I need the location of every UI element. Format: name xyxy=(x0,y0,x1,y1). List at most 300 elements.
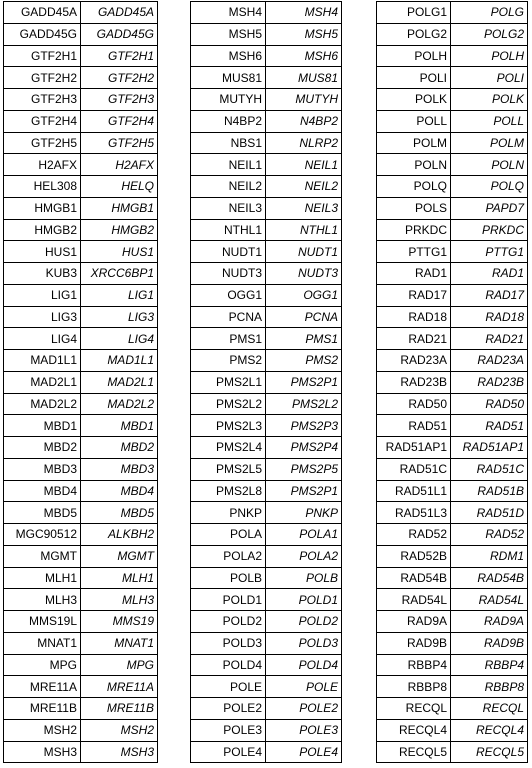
table-row xyxy=(191,197,342,219)
table-row xyxy=(377,110,528,132)
gene-symbol-cell: MSH6 xyxy=(266,45,342,67)
gene-name-cell: MUTYH xyxy=(191,89,266,111)
table-row xyxy=(377,524,528,546)
gene-name-cell: OGG1 xyxy=(191,284,266,306)
table-row xyxy=(377,197,528,219)
table-row xyxy=(191,306,342,328)
table-row xyxy=(377,611,528,633)
gene-name-cell: PMS2L4 xyxy=(191,437,266,459)
table-row xyxy=(377,2,528,24)
gene-name-cell: GTF2H4 xyxy=(4,110,81,132)
gene-symbol-cell: MAD2L1 xyxy=(81,371,158,393)
gene-symbol-cell: RBBP4 xyxy=(451,654,528,676)
gene-name-cell: RAD54L xyxy=(377,589,451,611)
gene-symbol-cell: POLK xyxy=(451,89,528,111)
table-row xyxy=(191,524,342,546)
table-row xyxy=(377,458,528,480)
table-row xyxy=(4,154,158,176)
gene-symbol-cell: POLG xyxy=(451,2,528,24)
gene-symbol-cell: MMS19 xyxy=(81,611,158,633)
table-row xyxy=(191,393,342,415)
table-row xyxy=(191,719,342,741)
gene-symbol-cell: MSH2 xyxy=(81,719,158,741)
gene-name-cell: PMS2L5 xyxy=(191,458,266,480)
gene-symbol-cell: LIG3 xyxy=(81,306,158,328)
table-row xyxy=(377,132,528,154)
gene-symbol-cell: GTF2H5 xyxy=(81,132,158,154)
gene-symbol-cell: GTF2H1 xyxy=(81,45,158,67)
gene-name-cell: RAD18 xyxy=(377,306,451,328)
table-row xyxy=(191,45,342,67)
gene-name-cell: MGC90512 xyxy=(4,524,81,546)
gene-name-cell: MLH1 xyxy=(4,567,81,589)
table-row xyxy=(377,263,528,285)
gene-symbol-cell: RAD51B xyxy=(451,480,528,502)
gene-name-cell: PNKP xyxy=(191,502,266,524)
table-row xyxy=(4,23,158,45)
gene-name-cell: PMS2L8 xyxy=(191,480,266,502)
gene-symbol-cell: RAD1 xyxy=(451,263,528,285)
table-row xyxy=(191,741,342,763)
gene-name-cell: RAD9B xyxy=(377,632,451,654)
table-row xyxy=(191,241,342,263)
gene-symbol-cell: POLE xyxy=(266,676,342,698)
table-row xyxy=(4,263,158,285)
table-row xyxy=(191,176,342,198)
gene-name-cell: MSH2 xyxy=(4,719,81,741)
table-row xyxy=(4,132,158,154)
gene-symbol-cell: POLA1 xyxy=(266,524,342,546)
gene-symbol-cell: POLE3 xyxy=(266,719,342,741)
gene-name-cell: MSH3 xyxy=(4,741,81,763)
gene-name-cell: GTF2H3 xyxy=(4,89,81,111)
gene-table-3 xyxy=(376,1,528,763)
gene-symbol-cell: POLD2 xyxy=(266,611,342,633)
gene-name-cell: PMS2L2 xyxy=(191,393,266,415)
table-row xyxy=(377,284,528,306)
gene-symbol-cell: MBD1 xyxy=(81,415,158,437)
table-row xyxy=(4,393,158,415)
gene-symbol-cell: RAD21 xyxy=(451,328,528,350)
table-row xyxy=(191,284,342,306)
table-row xyxy=(191,654,342,676)
table-row xyxy=(377,328,528,350)
gene-symbol-cell: POLN xyxy=(451,154,528,176)
gene-name-cell: H2AFX xyxy=(4,154,81,176)
gene-symbol-cell: OGG1 xyxy=(266,284,342,306)
table-row xyxy=(4,328,158,350)
gene-table-1 xyxy=(3,1,158,763)
table-row xyxy=(377,480,528,502)
gene-name-cell: GADD45G xyxy=(4,23,81,45)
gene-symbol-cell: MLH3 xyxy=(81,589,158,611)
gene-name-cell: POLD2 xyxy=(191,611,266,633)
gene-name-cell: PMS1 xyxy=(191,328,266,350)
table-row xyxy=(4,67,158,89)
gene-symbol-cell: MAD2L2 xyxy=(81,393,158,415)
gene-symbol-cell: POLH xyxy=(451,45,528,67)
table-row xyxy=(191,23,342,45)
table-row xyxy=(377,502,528,524)
gene-name-cell: NEIL1 xyxy=(191,154,266,176)
gene-name-cell: POLD4 xyxy=(191,654,266,676)
gene-symbol-cell: MNAT1 xyxy=(81,632,158,654)
gene-symbol-cell: NUDT3 xyxy=(266,263,342,285)
gene-symbol-cell: RAD50 xyxy=(451,393,528,415)
gene-symbol-cell: PMS2P3 xyxy=(266,415,342,437)
table-row xyxy=(191,328,342,350)
gene-name-cell: POLI xyxy=(377,67,451,89)
gene-symbol-cell: POLD1 xyxy=(266,589,342,611)
table-row xyxy=(191,110,342,132)
table-row xyxy=(4,632,158,654)
gene-symbol-cell: NUDT1 xyxy=(266,241,342,263)
table-row xyxy=(377,654,528,676)
table-row xyxy=(4,437,158,459)
gene-name-cell: MSH5 xyxy=(191,23,266,45)
table-row xyxy=(377,371,528,393)
table-row xyxy=(4,176,158,198)
gene-symbol-cell: RAD18 xyxy=(451,306,528,328)
gene-name-cell: POLE4 xyxy=(191,741,266,763)
table-row xyxy=(191,67,342,89)
table-row xyxy=(4,415,158,437)
gene-symbol-cell: PAPD7 xyxy=(451,197,528,219)
gene-name-cell: POLQ xyxy=(377,176,451,198)
table-row xyxy=(191,589,342,611)
table-row xyxy=(191,89,342,111)
gene-symbol-cell: RAD54L xyxy=(451,589,528,611)
gene-symbol-cell: RAD9A xyxy=(451,611,528,633)
gene-name-cell: MSH6 xyxy=(191,45,266,67)
gene-name-cell: POLE xyxy=(191,676,266,698)
gene-symbol-cell: POLL xyxy=(451,110,528,132)
gene-symbol-cell: RAD51C xyxy=(451,458,528,480)
gene-symbol-cell: MBD4 xyxy=(81,480,158,502)
table-row xyxy=(377,632,528,654)
gene-symbol-cell: MSH3 xyxy=(81,741,158,763)
table-row xyxy=(4,89,158,111)
table-row xyxy=(377,241,528,263)
gene-name-cell: RAD52 xyxy=(377,524,451,546)
table-row xyxy=(191,437,342,459)
gene-symbol-cell: MUS81 xyxy=(266,67,342,89)
gene-symbol-cell: PMS2P5 xyxy=(266,458,342,480)
table-row xyxy=(4,589,158,611)
gene-name-cell: RAD1 xyxy=(377,263,451,285)
gene-name-cell: MSH4 xyxy=(191,2,266,24)
gene-name-cell: RAD9A xyxy=(377,611,451,633)
gene-symbol-cell: H2AFX xyxy=(81,154,158,176)
gene-symbol-cell: MRE11B xyxy=(81,698,158,720)
table-row xyxy=(191,350,342,372)
table-row xyxy=(377,676,528,698)
table-row xyxy=(377,45,528,67)
gene-name-cell: POLB xyxy=(191,567,266,589)
table-row xyxy=(4,45,158,67)
table-row xyxy=(4,197,158,219)
gene-name-cell: HMGB2 xyxy=(4,219,81,241)
gene-name-cell: POLA2 xyxy=(191,545,266,567)
table-row xyxy=(377,67,528,89)
gene-name-cell: GADD45A xyxy=(4,2,81,24)
gene-name-cell: POLA xyxy=(191,524,266,546)
gene-symbol-cell: MBD5 xyxy=(81,502,158,524)
table-row xyxy=(4,654,158,676)
gene-name-cell: POLL xyxy=(377,110,451,132)
gene-name-cell: MRE11A xyxy=(4,676,81,698)
table-row xyxy=(4,676,158,698)
table-row xyxy=(377,741,528,763)
gene-name-cell: GTF2H5 xyxy=(4,132,81,154)
gene-name-cell: RAD17 xyxy=(377,284,451,306)
gene-symbol-cell: PMS2P1 xyxy=(266,480,342,502)
gene-name-cell: HEL308 xyxy=(4,176,81,198)
gene-symbol-cell: HUS1 xyxy=(81,241,158,263)
gene-name-cell: MRE11B xyxy=(4,698,81,720)
gene-name-cell: RAD52B xyxy=(377,545,451,567)
table-row xyxy=(191,545,342,567)
gene-name-cell: MGMT xyxy=(4,545,81,567)
gene-symbol-cell: RECQL xyxy=(451,698,528,720)
gene-name-cell: POLD1 xyxy=(191,589,266,611)
gene-name-cell: NUDT1 xyxy=(191,241,266,263)
gene-name-cell: RAD51AP1 xyxy=(377,437,451,459)
table-row xyxy=(377,154,528,176)
gene-symbol-cell: MBD2 xyxy=(81,437,158,459)
table-row xyxy=(191,502,342,524)
table-row xyxy=(4,241,158,263)
gene-symbol-cell: LIG4 xyxy=(81,328,158,350)
table-row xyxy=(4,371,158,393)
gene-symbol-cell: POLQ xyxy=(451,176,528,198)
gene-name-cell: PMS2L3 xyxy=(191,415,266,437)
gene-name-cell: PTTG1 xyxy=(377,241,451,263)
table-row xyxy=(4,611,158,633)
gene-table-2 xyxy=(190,1,342,763)
table-row xyxy=(377,437,528,459)
gene-name-cell: NEIL3 xyxy=(191,197,266,219)
gene-name-cell: RAD23A xyxy=(377,350,451,372)
table-row xyxy=(4,502,158,524)
gene-symbol-cell: MRE11A xyxy=(81,676,158,698)
gene-name-cell: PMS2L1 xyxy=(191,371,266,393)
gene-symbol-cell: RAD51 xyxy=(451,415,528,437)
gene-symbol-cell: RAD9B xyxy=(451,632,528,654)
gene-name-cell: LIG3 xyxy=(4,306,81,328)
gene-name-cell: RECQL xyxy=(377,698,451,720)
gene-symbol-cell: NEIL2 xyxy=(266,176,342,198)
gene-symbol-cell: PNKP xyxy=(266,502,342,524)
gene-name-cell: RAD51 xyxy=(377,415,451,437)
table-row xyxy=(4,567,158,589)
gene-name-cell: MAD1L1 xyxy=(4,350,81,372)
gene-name-cell: POLD3 xyxy=(191,632,266,654)
gene-name-cell: MMS19L xyxy=(4,611,81,633)
table-row xyxy=(4,545,158,567)
gene-name-cell: GTF2H1 xyxy=(4,45,81,67)
gene-name-cell: RECQL5 xyxy=(377,741,451,763)
gene-symbol-cell: POLB xyxy=(266,567,342,589)
gene-name-cell: RAD51C xyxy=(377,458,451,480)
gene-symbol-cell: POLA2 xyxy=(266,545,342,567)
gene-symbol-cell: POLE4 xyxy=(266,741,342,763)
gene-symbol-cell: PMS2P1 xyxy=(266,371,342,393)
gene-name-cell: KUB3 xyxy=(4,263,81,285)
gene-symbol-cell: MPG xyxy=(81,654,158,676)
gene-symbol-cell: NLRP2 xyxy=(266,132,342,154)
gene-name-cell: RAD23B xyxy=(377,371,451,393)
table-row xyxy=(377,719,528,741)
table-row xyxy=(191,611,342,633)
gene-symbol-cell: MGMT xyxy=(81,545,158,567)
gene-symbol-cell: N4BP2 xyxy=(266,110,342,132)
table-row xyxy=(377,89,528,111)
gene-symbol-cell: MBD3 xyxy=(81,458,158,480)
gene-symbol-cell: RECQL5 xyxy=(451,741,528,763)
table-row xyxy=(4,524,158,546)
gene-symbol-cell: NEIL1 xyxy=(266,154,342,176)
gene-name-cell: PMS2 xyxy=(191,350,266,372)
gene-symbol-cell: HMGB1 xyxy=(81,197,158,219)
table-row xyxy=(377,23,528,45)
gene-name-cell: GTF2H2 xyxy=(4,67,81,89)
table-row xyxy=(4,284,158,306)
table-row xyxy=(4,480,158,502)
gene-name-cell: RAD50 xyxy=(377,393,451,415)
gene-name-cell: MBD3 xyxy=(4,458,81,480)
table-row xyxy=(4,719,158,741)
gene-name-cell: PRKDC xyxy=(377,219,451,241)
gene-symbol-cell: POLD3 xyxy=(266,632,342,654)
gene-name-cell: MPG xyxy=(4,654,81,676)
gene-symbol-cell: ALKBH2 xyxy=(81,524,158,546)
gene-name-cell: POLM xyxy=(377,132,451,154)
gene-symbol-cell: POLG2 xyxy=(451,23,528,45)
gene-symbol-cell: GTF2H4 xyxy=(81,110,158,132)
gene-symbol-cell: RAD51D xyxy=(451,502,528,524)
table-row xyxy=(191,154,342,176)
gene-symbol-cell: MSH4 xyxy=(266,2,342,24)
gene-symbol-cell: RAD23B xyxy=(451,371,528,393)
table-row xyxy=(377,306,528,328)
table-row xyxy=(4,741,158,763)
gene-name-cell: MLH3 xyxy=(4,589,81,611)
gene-symbol-cell: GTF2H3 xyxy=(81,89,158,111)
gene-name-cell: RECQL4 xyxy=(377,719,451,741)
gene-symbol-cell: POLM xyxy=(451,132,528,154)
gene-name-cell: MNAT1 xyxy=(4,632,81,654)
gene-name-cell: MAD2L2 xyxy=(4,393,81,415)
gene-symbol-cell: PMS1 xyxy=(266,328,342,350)
gene-name-cell: NEIL2 xyxy=(191,176,266,198)
gene-symbol-cell: PMS2P4 xyxy=(266,437,342,459)
table-row xyxy=(4,698,158,720)
table-row xyxy=(191,698,342,720)
table-row xyxy=(377,415,528,437)
table-row xyxy=(4,110,158,132)
table-row xyxy=(4,350,158,372)
gene-symbol-cell: HMGB2 xyxy=(81,219,158,241)
gene-symbol-cell: RAD23A xyxy=(451,350,528,372)
gene-name-cell: POLG2 xyxy=(377,23,451,45)
gene-symbol-cell: PMS2 xyxy=(266,350,342,372)
gene-name-cell: POLG1 xyxy=(377,2,451,24)
gene-name-cell: NUDT3 xyxy=(191,263,266,285)
table-row xyxy=(377,219,528,241)
gene-name-cell: NBS1 xyxy=(191,132,266,154)
gene-symbol-cell: RDM1 xyxy=(451,545,528,567)
table-row xyxy=(191,132,342,154)
table-row xyxy=(377,545,528,567)
table-row xyxy=(191,632,342,654)
gene-name-cell: POLE3 xyxy=(191,719,266,741)
table-row xyxy=(4,2,158,24)
gene-name-cell: NTHL1 xyxy=(191,219,266,241)
gene-symbol-cell: PTTG1 xyxy=(451,241,528,263)
gene-name-cell: MUS81 xyxy=(191,67,266,89)
gene-symbol-cell: RAD51AP1 xyxy=(451,437,528,459)
gene-symbol-cell: PRKDC xyxy=(451,219,528,241)
table-row xyxy=(4,219,158,241)
table-row xyxy=(191,676,342,698)
gene-name-cell: RAD51L1 xyxy=(377,480,451,502)
gene-symbol-cell: MAD1L1 xyxy=(81,350,158,372)
gene-symbol-cell: RECQL4 xyxy=(451,719,528,741)
table-row xyxy=(377,393,528,415)
gene-symbol-cell: RAD52 xyxy=(451,524,528,546)
gene-name-cell: LIG1 xyxy=(4,284,81,306)
gene-name-cell: POLE2 xyxy=(191,698,266,720)
table-row xyxy=(4,306,158,328)
table-row xyxy=(191,567,342,589)
table-row xyxy=(191,415,342,437)
gene-name-cell: MBD1 xyxy=(4,415,81,437)
gene-name-cell: RAD51L3 xyxy=(377,502,451,524)
gene-name-cell: POLK xyxy=(377,89,451,111)
gene-symbol-cell: GADD45A xyxy=(81,2,158,24)
gene-symbol-cell: POLD4 xyxy=(266,654,342,676)
gene-name-cell: MBD4 xyxy=(4,480,81,502)
table-row xyxy=(377,698,528,720)
gene-name-cell: LIG4 xyxy=(4,328,81,350)
gene-symbol-cell: POLE2 xyxy=(266,698,342,720)
table-row xyxy=(377,350,528,372)
gene-name-cell: HUS1 xyxy=(4,241,81,263)
gene-name-cell: MAD2L1 xyxy=(4,371,81,393)
table-row xyxy=(191,480,342,502)
gene-name-cell: RAD54B xyxy=(377,567,451,589)
gene-symbol-cell: POLI xyxy=(451,67,528,89)
gene-name-cell: RBBP4 xyxy=(377,654,451,676)
gene-symbol-cell: GADD45G xyxy=(81,23,158,45)
gene-name-cell: PCNA xyxy=(191,306,266,328)
gene-symbol-cell: MLH1 xyxy=(81,567,158,589)
gene-symbol-cell: RAD54B xyxy=(451,567,528,589)
gene-symbol-cell: LIG1 xyxy=(81,284,158,306)
table-row xyxy=(377,589,528,611)
gene-symbol-cell: NEIL3 xyxy=(266,197,342,219)
gene-name-cell: RBBP8 xyxy=(377,676,451,698)
gene-symbol-cell: HELQ xyxy=(81,176,158,198)
table-row xyxy=(191,2,342,24)
gene-symbol-cell: MSH5 xyxy=(266,23,342,45)
gene-symbol-cell: MUTYH xyxy=(266,89,342,111)
table-row xyxy=(4,458,158,480)
table-row xyxy=(377,567,528,589)
gene-symbol-cell: RAD17 xyxy=(451,284,528,306)
gene-name-cell: RAD21 xyxy=(377,328,451,350)
